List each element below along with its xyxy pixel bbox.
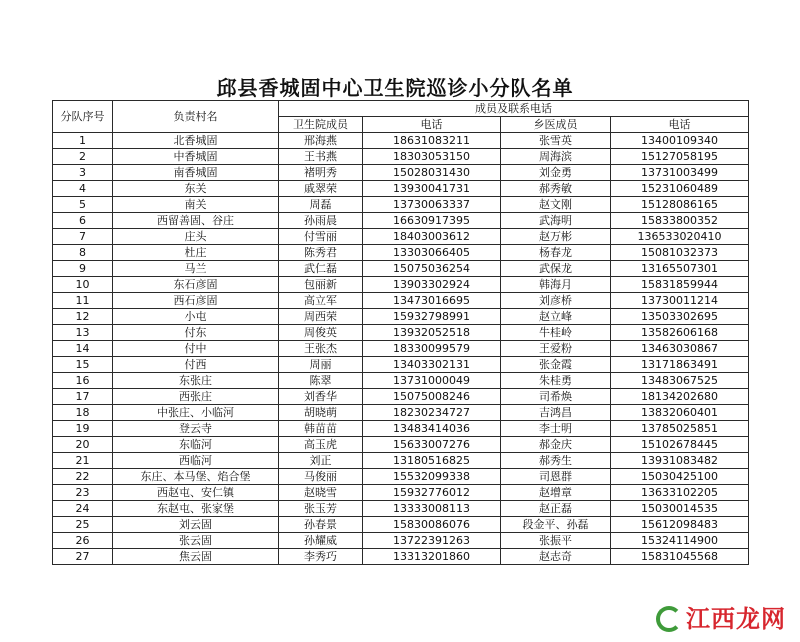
village-cell: 西赵屯、安仁镇 [113, 485, 279, 501]
village-doctor-cell: 张金霞 [501, 357, 611, 373]
hospital-phone-cell: 13730063337 [363, 197, 501, 213]
village-doctor-phone-cell: 13400109340 [611, 133, 749, 149]
village-doctor-cell: 赵正磊 [501, 501, 611, 517]
village-doctor-phone-cell: 15324114900 [611, 533, 749, 549]
village-doctor-phone-cell: 136533020410 [611, 229, 749, 245]
team-number-cell: 9 [53, 261, 113, 277]
team-number-cell: 18 [53, 405, 113, 421]
village-doctor-cell: 刘金勇 [501, 165, 611, 181]
village-doctor-phone-cell: 13931083482 [611, 453, 749, 469]
table-row [53, 405, 749, 421]
hospital-phone-cell: 13303066405 [363, 245, 501, 261]
team-number-cell: 19 [53, 421, 113, 437]
village-cell: 南香城固 [113, 165, 279, 181]
hospital-member-cell: 赵晓雪 [279, 485, 363, 501]
village-doctor-phone-cell: 15102678445 [611, 437, 749, 453]
hospital-phone-cell: 13403302131 [363, 357, 501, 373]
team-number-cell: 1 [53, 133, 113, 149]
hospital-member-cell: 孙春景 [279, 517, 363, 533]
hospital-phone-cell: 13731000049 [363, 373, 501, 389]
village-doctor-phone-cell: 18134202680 [611, 389, 749, 405]
hospital-phone-cell: 18303053150 [363, 149, 501, 165]
village-doctor-phone-cell: 13633102205 [611, 485, 749, 501]
hospital-member-cell: 孙耀威 [279, 533, 363, 549]
village-doctor-phone-cell: 15030014535 [611, 501, 749, 517]
hospital-member-cell: 陈秀君 [279, 245, 363, 261]
village-cell: 南关 [113, 197, 279, 213]
village-doctor-cell: 赵立峰 [501, 309, 611, 325]
hospital-phone-cell: 18403003612 [363, 229, 501, 245]
header-village: 负责村名 [113, 101, 279, 133]
village-doctor-phone-cell: 13582606168 [611, 325, 749, 341]
hospital-member-cell: 周丽 [279, 357, 363, 373]
team-number-cell: 13 [53, 325, 113, 341]
village-cell: 东石彦固 [113, 277, 279, 293]
village-doctor-cell: 杨春龙 [501, 245, 611, 261]
team-number-cell: 20 [53, 437, 113, 453]
village-cell: 中张庄、小临河 [113, 405, 279, 421]
table-row [53, 133, 749, 149]
table-row [53, 181, 749, 197]
team-number-cell: 14 [53, 341, 113, 357]
team-number-cell: 2 [53, 149, 113, 165]
hospital-member-cell: 刘香华 [279, 389, 363, 405]
hospital-phone-cell: 13722391263 [363, 533, 501, 549]
village-doctor-phone-cell: 15833800352 [611, 213, 749, 229]
village-cell: 付西 [113, 357, 279, 373]
village-doctor-cell: 赵文刚 [501, 197, 611, 213]
village-doctor-cell: 张振平 [501, 533, 611, 549]
team-number-cell: 15 [53, 357, 113, 373]
table-header [53, 101, 749, 133]
team-number-cell: 22 [53, 469, 113, 485]
table-row [53, 277, 749, 293]
table-row [53, 517, 749, 533]
hospital-member-cell: 付雪丽 [279, 229, 363, 245]
page-title: 邱县香城固中心卫生院巡诊小分队名单 [216, 76, 574, 100]
hospital-member-cell: 胡晓萌 [279, 405, 363, 421]
team-number-cell: 17 [53, 389, 113, 405]
village-doctor-phone-cell: 13165507301 [611, 261, 749, 277]
hospital-member-cell: 周磊 [279, 197, 363, 213]
village-doctor-phone-cell: 13832060401 [611, 405, 749, 421]
village-cell: 东关 [113, 181, 279, 197]
team-number-cell: 25 [53, 517, 113, 533]
hospital-member-cell: 刘正 [279, 453, 363, 469]
village-doctor-phone-cell: 13483067525 [611, 373, 749, 389]
village-doctor-cell: 司恩群 [501, 469, 611, 485]
village-cell: 中香城固 [113, 149, 279, 165]
village-doctor-cell: 刘彦桥 [501, 293, 611, 309]
header-row-top [53, 101, 749, 117]
table-row [53, 357, 749, 373]
village-cell: 东赵屯、张家堡 [113, 501, 279, 517]
header-members-group: 成员及联系电话 [279, 101, 749, 117]
table-row [53, 213, 749, 229]
hospital-phone-cell: 13930041731 [363, 181, 501, 197]
header-village-doctor: 乡医成员 [501, 117, 611, 133]
hospital-member-cell: 戚翠荣 [279, 181, 363, 197]
village-cell: 马兰 [113, 261, 279, 277]
village-doctor-cell: 司希焕 [501, 389, 611, 405]
table-row [53, 261, 749, 277]
team-number-cell: 16 [53, 373, 113, 389]
village-doctor-cell: 张雪英 [501, 133, 611, 149]
village-doctor-phone-cell: 13785025851 [611, 421, 749, 437]
village-doctor-cell: 牛桂岭 [501, 325, 611, 341]
hospital-member-cell: 孙雨晨 [279, 213, 363, 229]
village-doctor-cell: 武保龙 [501, 261, 611, 277]
hospital-member-cell: 马俊丽 [279, 469, 363, 485]
village-cell: 西临河 [113, 453, 279, 469]
village-doctor-phone-cell: 15081032373 [611, 245, 749, 261]
hospital-member-cell: 周俊英 [279, 325, 363, 341]
village-doctor-phone-cell: 15612098483 [611, 517, 749, 533]
village-doctor-phone-cell: 13171863491 [611, 357, 749, 373]
village-doctor-cell: 郝金庆 [501, 437, 611, 453]
hospital-member-cell: 高立军 [279, 293, 363, 309]
village-doctor-cell: 朱桂勇 [501, 373, 611, 389]
village-cell: 登云寺 [113, 421, 279, 437]
hospital-phone-cell: 13473016695 [363, 293, 501, 309]
team-number-cell: 4 [53, 181, 113, 197]
hospital-member-cell: 包丽新 [279, 277, 363, 293]
hospital-phone-cell: 13180516825 [363, 453, 501, 469]
village-doctor-cell: 段金平、孙磊 [501, 517, 611, 533]
village-cell: 刘云固 [113, 517, 279, 533]
table-row [53, 421, 749, 437]
village-doctor-cell: 王爱粉 [501, 341, 611, 357]
header-hospital-member: 卫生院成员 [279, 117, 363, 133]
team-number-cell: 12 [53, 309, 113, 325]
hospital-phone-cell: 15932798991 [363, 309, 501, 325]
team-number-cell: 26 [53, 533, 113, 549]
team-number-cell: 27 [53, 549, 113, 565]
team-number-cell: 5 [53, 197, 113, 213]
village-doctor-cell: 武海明 [501, 213, 611, 229]
village-doctor-phone-cell: 15831045568 [611, 549, 749, 565]
watermark-logo [656, 602, 786, 636]
village-doctor-phone-cell: 15127058195 [611, 149, 749, 165]
hospital-phone-cell: 15028031430 [363, 165, 501, 181]
hospital-member-cell: 陈翠 [279, 373, 363, 389]
table-row [53, 245, 749, 261]
team-number-cell: 21 [53, 453, 113, 469]
hospital-phone-cell: 13313201860 [363, 549, 501, 565]
village-doctor-cell: 李士明 [501, 421, 611, 437]
village-doctor-phone-cell: 13503302695 [611, 309, 749, 325]
village-doctor-cell: 郝秀生 [501, 453, 611, 469]
hospital-phone-cell: 13903302924 [363, 277, 501, 293]
table-row [53, 341, 749, 357]
village-doctor-cell: 赵万彬 [501, 229, 611, 245]
village-cell: 西留善固、谷庄 [113, 213, 279, 229]
table-body [53, 133, 749, 565]
watermark-text: 江西龙网 [686, 605, 786, 633]
village-cell: 焦云固 [113, 549, 279, 565]
village-cell: 西张庄 [113, 389, 279, 405]
team-number-cell: 11 [53, 293, 113, 309]
table-row [53, 549, 749, 565]
hospital-phone-cell: 15075008246 [363, 389, 501, 405]
hospital-member-cell: 王书燕 [279, 149, 363, 165]
hospital-member-cell: 高玉虎 [279, 437, 363, 453]
table-row [53, 533, 749, 549]
hospital-member-cell: 褚明秀 [279, 165, 363, 181]
hospital-phone-cell: 15830086076 [363, 517, 501, 533]
village-doctor-phone-cell: 15128086165 [611, 197, 749, 213]
hospital-member-cell: 张玉芳 [279, 501, 363, 517]
village-cell: 付中 [113, 341, 279, 357]
village-doctor-phone-cell: 15831859944 [611, 277, 749, 293]
table-row [53, 165, 749, 181]
village-cell: 付东 [113, 325, 279, 341]
header-hospital-phone: 电话 [363, 117, 501, 133]
village-cell: 张云固 [113, 533, 279, 549]
village-doctor-cell: 赵志奇 [501, 549, 611, 565]
village-cell: 杜庄 [113, 245, 279, 261]
table-row [53, 389, 749, 405]
hospital-phone-cell: 18330099579 [363, 341, 501, 357]
village-doctor-phone-cell: 13463030867 [611, 341, 749, 357]
village-doctor-cell: 周海滨 [501, 149, 611, 165]
village-cell: 东庄、本马堡、焰合堡 [113, 469, 279, 485]
hospital-member-cell: 韩苗苗 [279, 421, 363, 437]
hospital-member-cell: 李秀巧 [279, 549, 363, 565]
team-number-cell: 3 [53, 165, 113, 181]
hospital-phone-cell: 15075036254 [363, 261, 501, 277]
hospital-phone-cell: 15633007276 [363, 437, 501, 453]
village-cell: 东张庄 [113, 373, 279, 389]
village-doctor-cell: 郝秀敏 [501, 181, 611, 197]
hospital-member-cell: 王张杰 [279, 341, 363, 357]
team-number-cell: 10 [53, 277, 113, 293]
village-doctor-phone-cell: 13730011214 [611, 293, 749, 309]
village-doctor-phone-cell: 13731003499 [611, 165, 749, 181]
table-row [53, 229, 749, 245]
hospital-member-cell: 邢海燕 [279, 133, 363, 149]
hospital-phone-cell: 13333008113 [363, 501, 501, 517]
village-doctor-cell: 吉鸿昌 [501, 405, 611, 421]
table-row [53, 453, 749, 469]
village-doctor-cell: 韩海月 [501, 277, 611, 293]
table-row [53, 149, 749, 165]
hospital-phone-cell: 16630917395 [363, 213, 501, 229]
hospital-phone-cell: 18631083211 [363, 133, 501, 149]
team-number-cell: 24 [53, 501, 113, 517]
table-row [53, 373, 749, 389]
team-number-cell: 23 [53, 485, 113, 501]
hospital-phone-cell: 18230234727 [363, 405, 501, 421]
village-cell: 北香城固 [113, 133, 279, 149]
village-cell: 小屯 [113, 309, 279, 325]
swirl-icon [656, 606, 682, 632]
team-number-cell: 6 [53, 213, 113, 229]
table-row [53, 501, 749, 517]
village-cell: 东临河 [113, 437, 279, 453]
hospital-phone-cell: 13483414036 [363, 421, 501, 437]
table-row [53, 485, 749, 501]
village-doctor-cell: 赵增章 [501, 485, 611, 501]
header-team-number: 分队序号 [53, 101, 113, 133]
table-row [53, 325, 749, 341]
table-row [53, 437, 749, 453]
village-doctor-phone-cell: 15231060489 [611, 181, 749, 197]
hospital-phone-cell: 15532099338 [363, 469, 501, 485]
village-cell: 西石彦固 [113, 293, 279, 309]
table-row [53, 309, 749, 325]
team-number-cell: 7 [53, 229, 113, 245]
table-row [53, 197, 749, 213]
table-row [53, 469, 749, 485]
hospital-member-cell: 武仁磊 [279, 261, 363, 277]
village-doctor-phone-cell: 15030425100 [611, 469, 749, 485]
table-row [53, 293, 749, 309]
hospital-member-cell: 周西荣 [279, 309, 363, 325]
hospital-phone-cell: 13932052518 [363, 325, 501, 341]
header-village-doctor-phone: 电话 [611, 117, 749, 133]
team-number-cell: 8 [53, 245, 113, 261]
hospital-phone-cell: 15932776012 [363, 485, 501, 501]
village-cell: 庄头 [113, 229, 279, 245]
roster-table [52, 100, 749, 565]
